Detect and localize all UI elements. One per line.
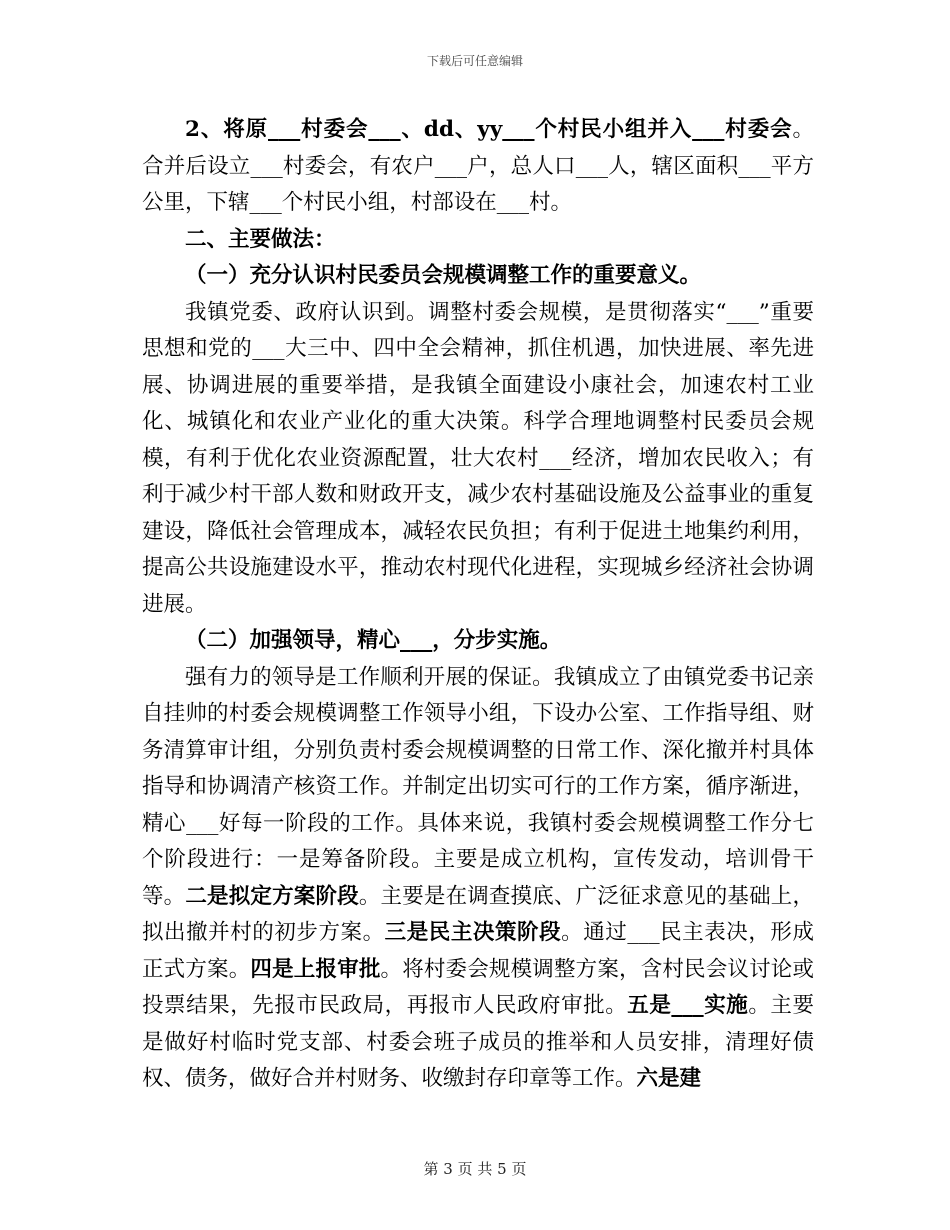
leadership-text-5: 。主要是做好村临时党支部、村委会班子成员的推举和人员安排，清理好债权、债务，做好合并村财务、收缴封存印章等工作。 bbox=[142, 993, 814, 1091]
leadership-text-3: 。通过___民主表决，形成正式方案。 bbox=[142, 920, 814, 982]
subsection-heading-2: （二）加强领导，精心___，分步实施。 bbox=[185, 628, 562, 653]
merge-info-text: 。合并后设立___村委会，有农户___户，总人口___人，辖区面积___平方公里，下辖___个村民小组，村部设在___村。 bbox=[142, 117, 814, 215]
merge-info-bold: 2、将原___村委会___、dd、yy___个村民小组并入___村委会 bbox=[185, 117, 793, 142]
stage-2-label: 二是拟定方案阶段 bbox=[185, 883, 359, 909]
leadership-text-4: 。将村委会规模调整方案，含村民会议讨论或投票结果，先报市民政局，再报市人民政府审批。 bbox=[142, 956, 814, 1018]
paragraph-significance: 我镇党委、政府认识到。调整村委会规模，是贯彻落实“___”重要思想和党的___大三中、四中全会精神，抓住机遇，加快进展、率先进展、协调进展的重要举措，是我镇全面建设小康社会，加速农村工业化、城镇化和农业产业化的重大决策。科学合理地调整村民委员会规模，有利于优化农业资源配置，壮大农村___经济，增加农民收入；有利于减少村干部人数和财政开支，减少农村基础设施及公益事业的重复建设，降低社会管理成本，减轻农民负担；有利于促进土地集约利用，提高公共设施建设水平，推动农村现代化进程，实现城乡经济社会协调进展。 bbox=[142, 299, 814, 617]
stage-6-label: 六是建 bbox=[636, 1066, 702, 1091]
paragraph-leadership bbox=[142, 660, 814, 1098]
document-body bbox=[142, 112, 814, 1098]
stage-5-label: 五是___实施 bbox=[627, 993, 749, 1018]
page-footer: 第 3 页 共 5 页 bbox=[423, 1160, 527, 1178]
leadership-text-1: 强有力的领导是工作顺利开展的保证。我镇成立了由镇党委书记亲自挂帅的村委会规模调整工作领导小组，下设办公室、工作指导组、财务清算审计组，分别负责村委会规模调整的日常工作、深化撤并村具体指导和协调清产核资工作。并制定出切实可行的工作方案，循序渐进，精心___好每一阶段的工作。具体来说，我镇村委会规模调整工作分七个阶段进行：一是筹备阶段。主要是成立机构，宣传发动，培训骨干等。 bbox=[142, 664, 814, 909]
page-header: 下载后可任意编辑 bbox=[426, 54, 523, 68]
leadership-text-2: 。主要是在调查摸底、广泛征求意见的基础上，拟出撤并村的初步方案。 bbox=[142, 883, 814, 945]
stage-3-label: 三是民主决策阶段 bbox=[384, 920, 562, 945]
paragraph-merge-info bbox=[142, 112, 814, 222]
section-heading-main-methods: 二、主要做法： bbox=[185, 226, 336, 252]
stage-4-label: 四是上报审批 bbox=[250, 956, 381, 982]
subsection-heading-1: （一）充分认识村民委员会规模调整工作的重要意义。 bbox=[185, 263, 702, 288]
